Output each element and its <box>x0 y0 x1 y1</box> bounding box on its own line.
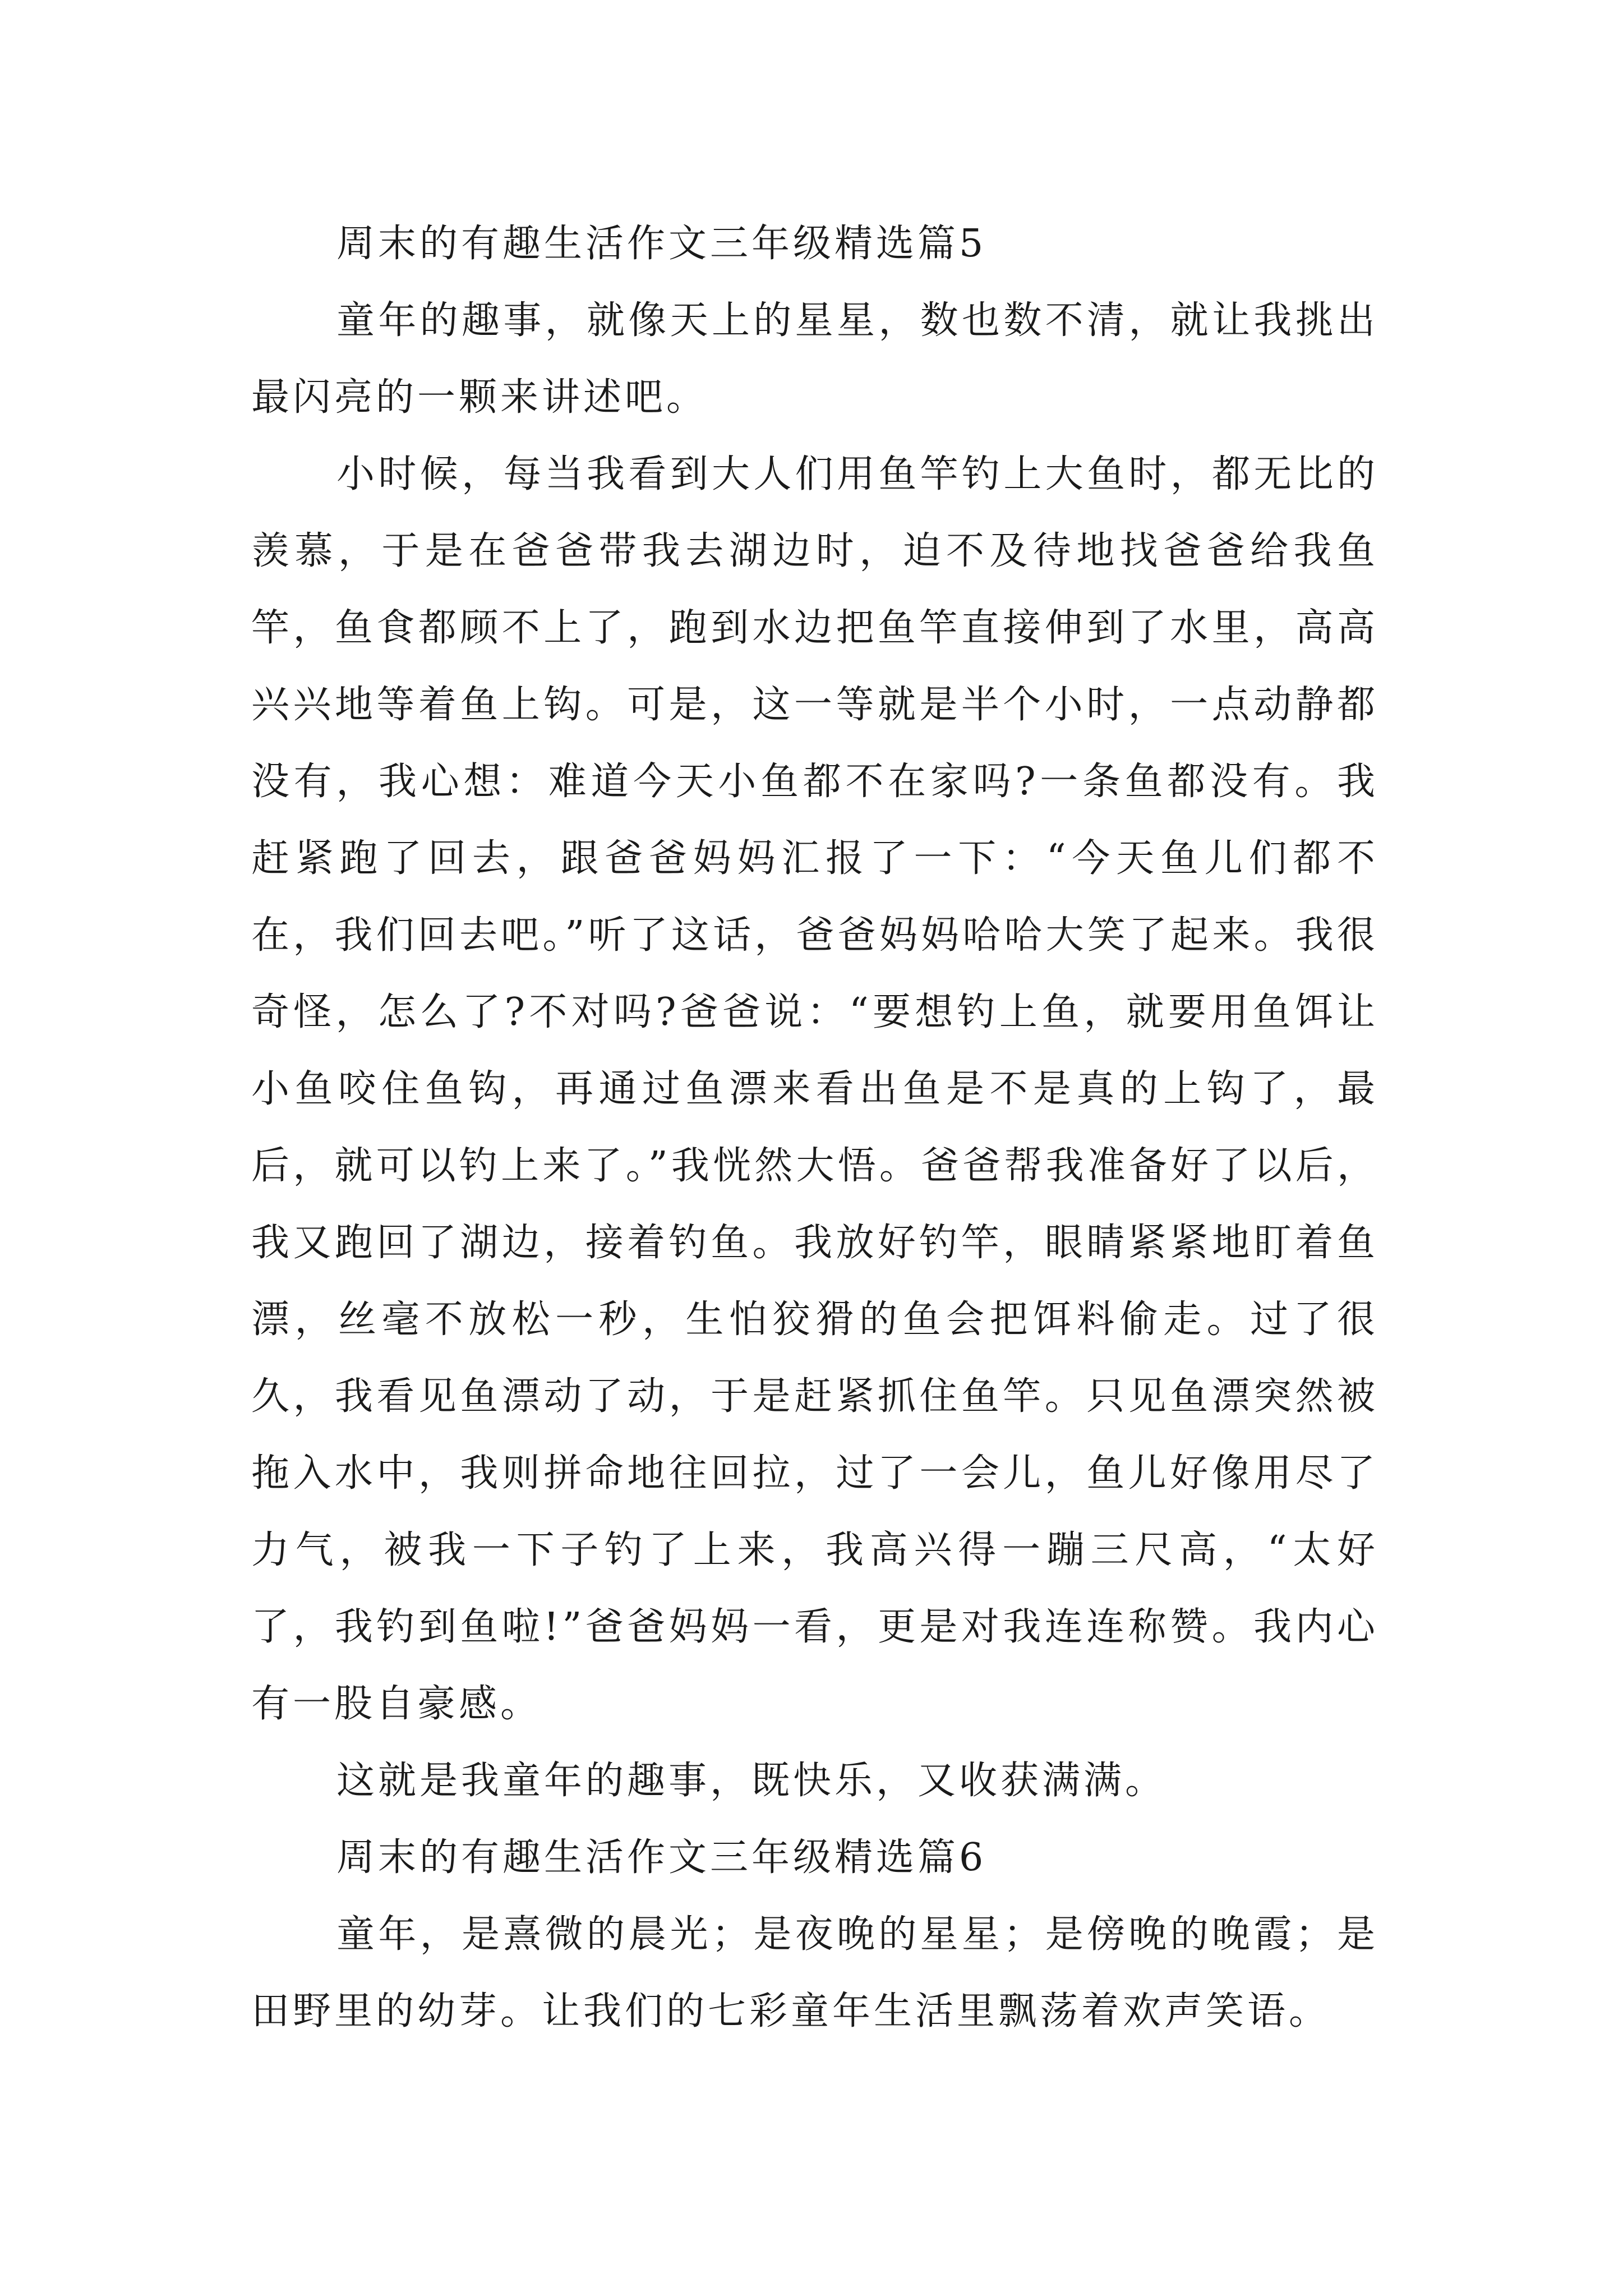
section-title-5: 周末的有趣生活作文三年级精选篇5 <box>336 222 987 266</box>
paragraph-story-5: 小时候，每当我看到大人们用鱼竿钓上大鱼时，都无比的羡慕，于是在爸爸带我去湖边时，迫不及待地找爸爸给我鱼竿，鱼食都顾不上了，跑到水边把鱼竿直接伸到了水里，高高兴兴地等着鱼上钩。可是，这一等就是半个小时，一点动静都没有，我心想：难道今天小鱼都不在家吗?一条鱼都没有。我赶紧跑了回去，跟爸爸妈妈汇报了一下：“今天鱼儿们都不在，我们回去吧。”听了这话，爸爸妈妈哈哈大笑了起来。我很奇怪，怎么了?不对吗?爸爸说：“要想钓上鱼，就要用鱼饵让小鱼咬住鱼钩，再通过鱼漂来看出鱼是不是真的上钩了，最后，就可以钓上来了。”我恍然大悟。爸爸帮我准备好了以后，我又跑回了湖边，接着钓鱼。我放好钓竿，眼睛紧紧地盯着鱼漂，丝毫不放松一秒，生怕狡猾的鱼会把饵料偷走。过了很久，我看见鱼漂动了动，于是赶紧抓住鱼竿。只见鱼漂突然被拖入水中，我则拼命地往回拉，过了一会儿，鱼儿好像用尽了力气，被我一下子钓了上来，我高兴得一蹦三尺高，“太好了，我钓到鱼啦!”爸爸妈妈一看，更是对我连连称赞。我内心有一股自豪感。 <box>251 452 1378 1726</box>
paragraph-intro-5: 童年的趣事，就像天上的星星，数也数不清，就让我挑出最闪亮的一颗来讲述吧。 <box>251 298 1378 420</box>
paragraph-intro-6: 童年，是熹微的晨光；是夜晚的星星；是傍晚的晚霞；是田野里的幼芽。让我们的七彩童年生活里飘荡着欢声笑语。 <box>251 1912 1378 2033</box>
section-title-6: 周末的有趣生活作文三年级精选篇6 <box>336 1835 987 1880</box>
document-body <box>251 205 1378 2050</box>
paragraph-conclusion-5: 这就是我童年的趣事，既快乐，又收获满满。 <box>336 1759 1167 1803</box>
